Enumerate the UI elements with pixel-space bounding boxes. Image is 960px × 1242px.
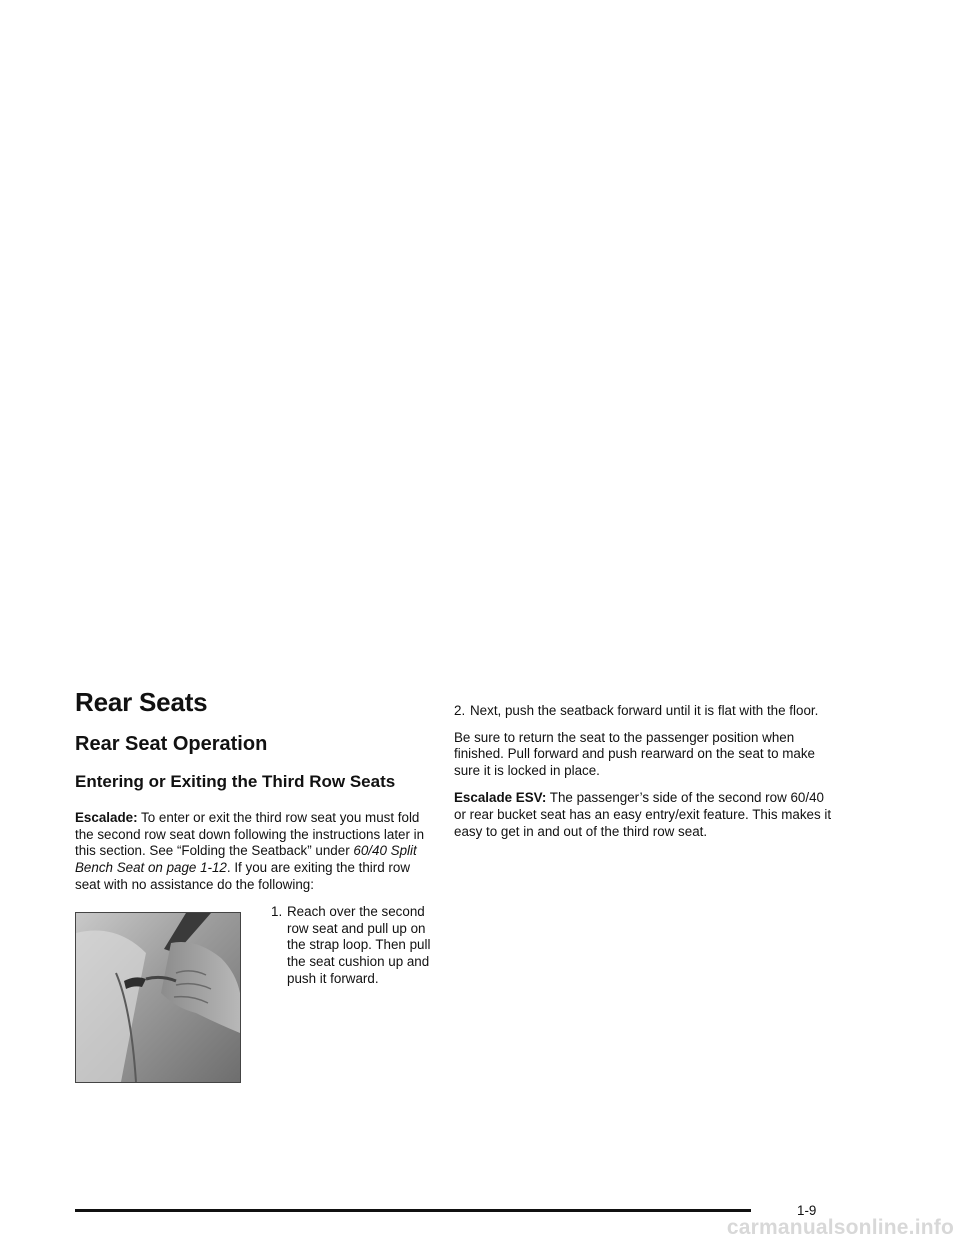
escalade-esv-lead: Escalade ESV:: [454, 790, 547, 806]
step-2: [454, 703, 834, 720]
strap-loop-photo: [75, 912, 241, 1083]
step-1: [271, 904, 437, 987]
esv-paragraph: [454, 790, 834, 840]
return-note: Be sure to return the seat to the passenger position when finished. Pull forward and push rearward on the seat to make sure it is locked in place.: [454, 729, 816, 778]
intro-text-end: . If you are exiting the third row seat with no assistance do the following:: [75, 860, 410, 892]
intro-text: To enter or exit the third row seat you must fold the second row seat down following the instructions later in this section. See “Folding the Seatback” under: [75, 810, 425, 859]
esv-text: The passenger’s side of the second row 60/40 or rear bucket seat has an easy entry/exit feature. This makes it easy to get in and out of the third row seat.: [454, 790, 832, 839]
left-column: [75, 688, 437, 1083]
step-2-text: Next, push the seatback forward until it is flat with the floor.: [470, 703, 819, 718]
step-2-number: 2.: [454, 703, 466, 718]
step-1-number: 1.: [271, 904, 283, 920]
topic-title: Entering or Exiting the Third Row Seats: [75, 771, 396, 791]
escalade-lead: Escalade:: [75, 810, 138, 826]
intro-paragraph: [75, 810, 437, 893]
page-reference-link[interactable]: 60/40 Split Bench Seat on page 1-12: [75, 843, 417, 876]
right-column: [454, 703, 834, 851]
step-1-row: [75, 904, 437, 1083]
section-title: Rear Seats: [75, 687, 208, 717]
page-number: 1-9: [797, 1203, 817, 1218]
footer-rule: [75, 1209, 751, 1212]
step-1-text: Reach over the second row seat and pull up on the strap loop. Then pull the seat cushion up and push it forward.: [287, 904, 431, 986]
watermark: carmanualsonline.info: [726, 1216, 954, 1239]
subsection-title: Rear Seat Operation: [75, 732, 268, 755]
